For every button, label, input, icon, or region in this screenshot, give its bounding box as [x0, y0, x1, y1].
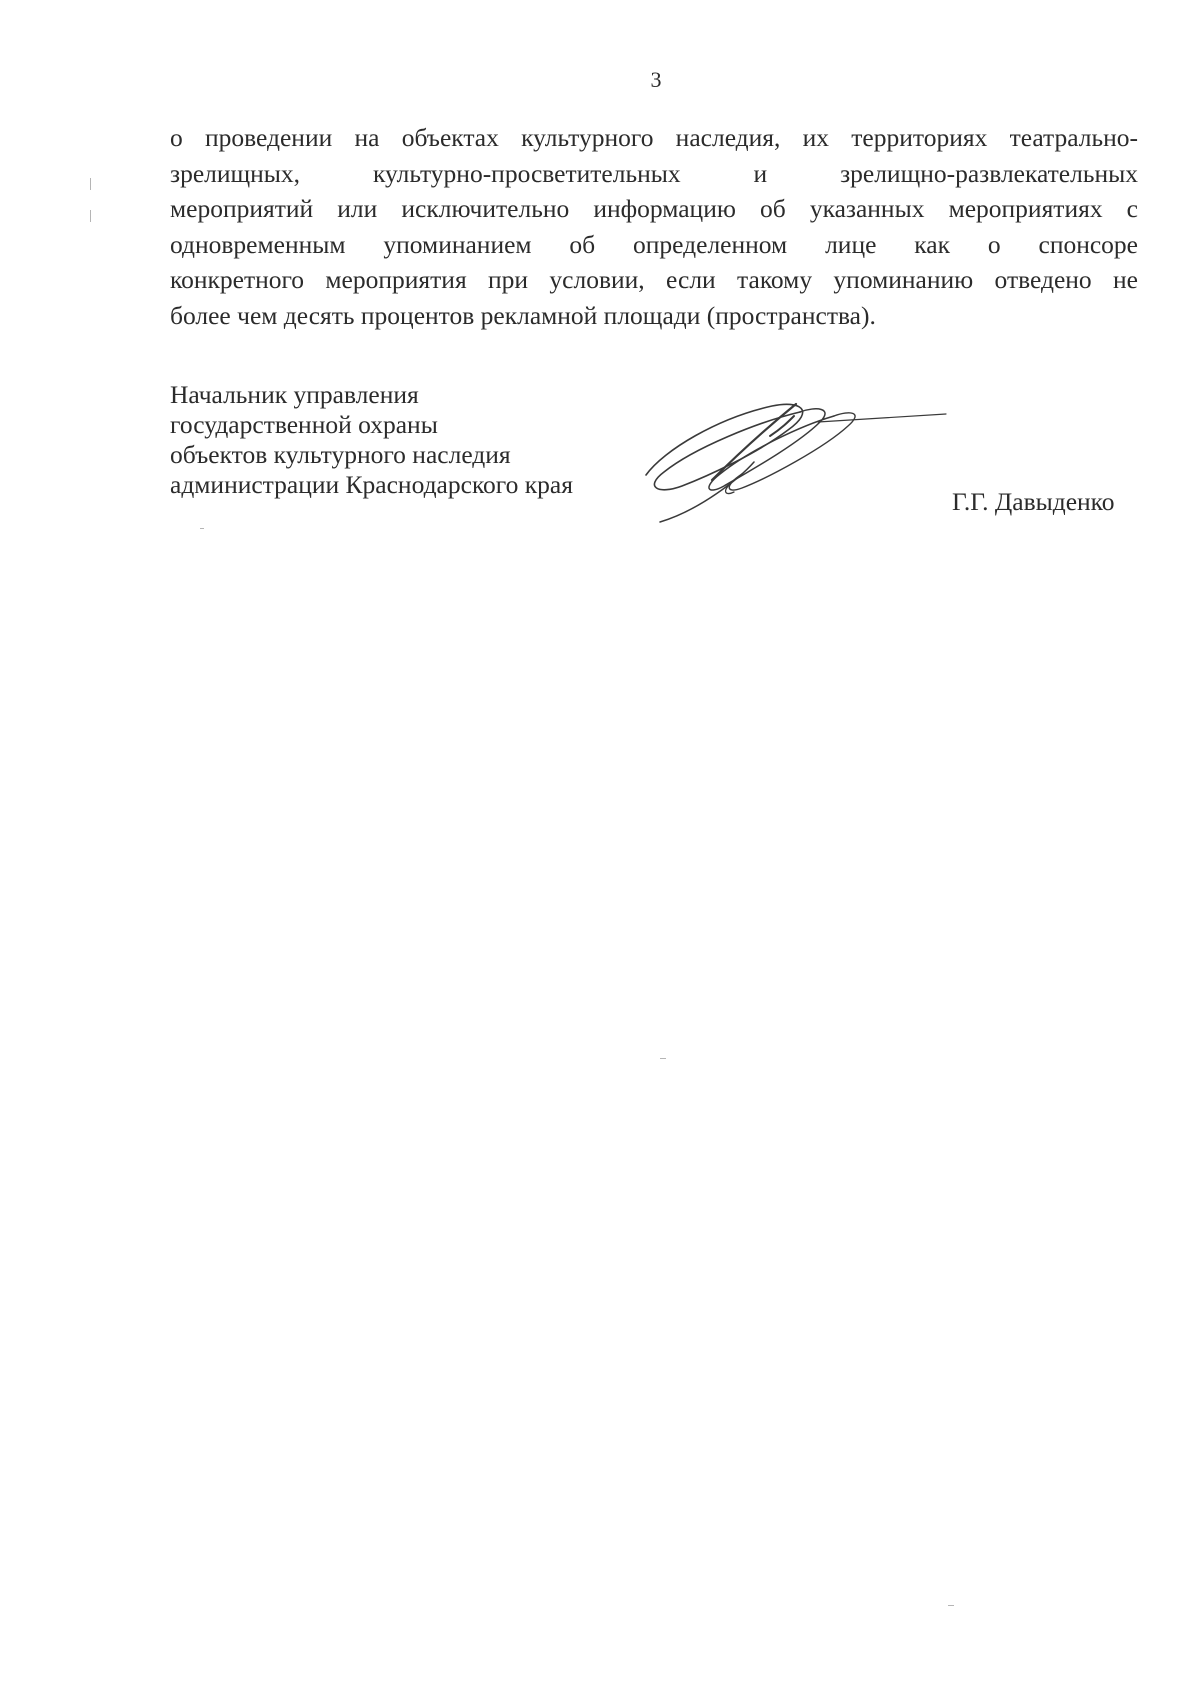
position-line: государственной охраны	[170, 410, 438, 439]
body-paragraph	[170, 120, 1138, 333]
handwritten-signature	[638, 392, 958, 527]
body-line: более чем десять процентов рекламной площади (пространства).	[170, 300, 876, 330]
scan-speck	[660, 1058, 666, 1059]
scan-speck	[90, 210, 91, 222]
scan-speck	[90, 178, 91, 190]
body-line: конкретного мероприятия при условии, если такому упоминанию отведено не	[170, 265, 1138, 294]
scan-speck	[948, 1605, 954, 1606]
body-line: о проведении на объектах культурного наследия, их территориях театрально-	[170, 123, 1138, 152]
position-line: Начальник управления	[170, 380, 419, 409]
signatory-position	[170, 380, 573, 500]
position-line: объектов культурного наследия	[170, 440, 511, 469]
signature-block	[170, 380, 1130, 540]
signatory-name: Г.Г. Давыденко	[952, 487, 1115, 516]
body-line: зрелищных, культурно-просветительных и зрелищно-развлекательных	[170, 158, 1138, 188]
body-line: мероприятий или исключительно информацию об указанных мероприятиях с	[170, 194, 1138, 223]
position-line: администрации Краснодарского края	[170, 470, 573, 499]
body-line: одновременным упоминанием об определенном лице как о спонсоре	[170, 229, 1138, 259]
page-number: 3	[650, 67, 662, 92]
